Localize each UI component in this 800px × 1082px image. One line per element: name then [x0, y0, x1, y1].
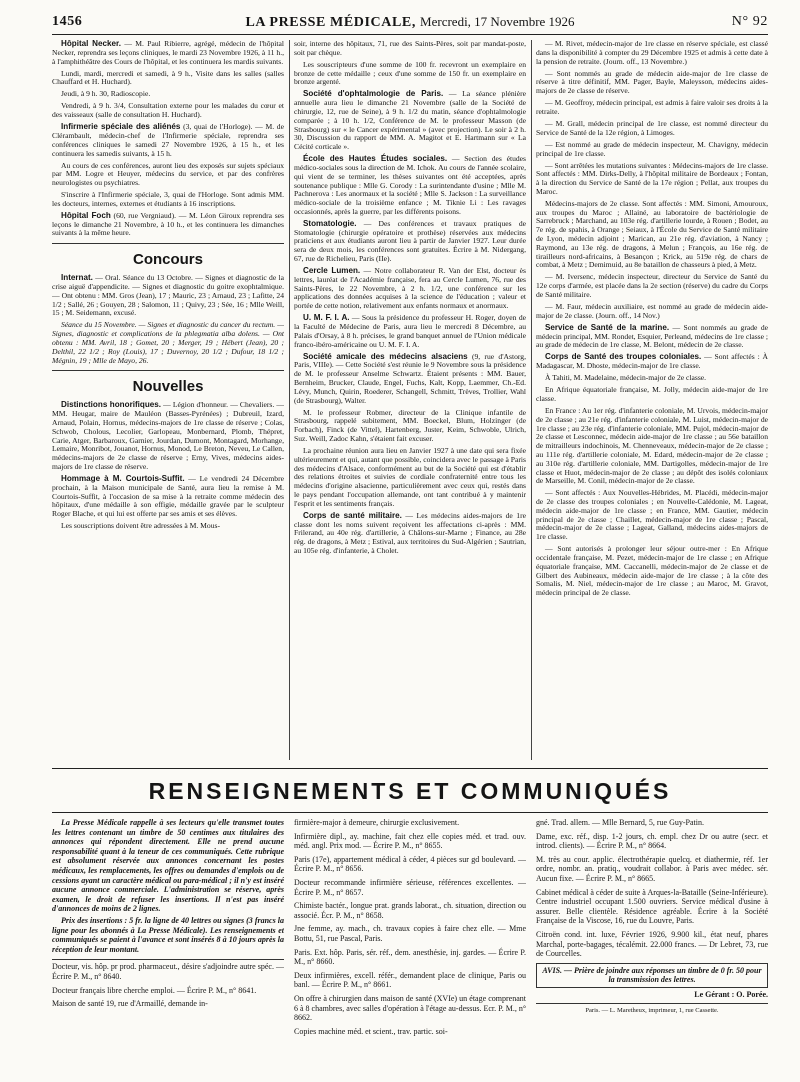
paragraph: — M. Rivet, médecin-major de 1re classe en réserve spéciale, est classé dans la disponibilité à compter du 29 Décembre 1925 et admis à cette date à la pension de retraite. (Journ. off., 13 Novembre.) [536, 40, 768, 66]
paragraph: — Sont arrêtées les mutations suivantes : Médecins-majors de 1re classe. Sont affectés : MM. Dirks-Delly, à l'hôpital militaire de Bordeaux ; Fontan, à la direction du Service de Santé de la 17e région ; Pellat, aux troupes du Maroc. [536, 160, 768, 196]
classified-ad: Docteur recommande infirmière sérieuse, références excellentes. — Écrire P. M., n° 8657. [294, 877, 526, 897]
classifieds-column-3 [536, 818, 768, 1074]
item-text: — Le vendredi 24 Décembre prochain, à la Maison municipale de Santé, aura lieu la remise à M. Courtois-Suffit, à l'occasion de sa mise à la retraite comme médecin des hôpitaux, d'une médaille à son effigie, médaille gravée par le sculpteur Roger Blache, et qui lui est offerte par ses amis et ses élèves. [52, 473, 284, 519]
item-umfia [294, 314, 526, 349]
paragraph: Séance du 15 Novembre. — Signes et diagnostic du cancer du rectum. — Signes, diagnostic et complications de la phlegmatia alba dolens. — Ont obtenu : MM. Avril, 18 ; Gomet, 20 ; Merger, 19 ; Hébert (Jean), 20 ; Delthil, 22 1/2 ; Roy (Louis), 17 ; Duvernoy, 20 1/2 ; Dufour, 18 1/2 ; Mégnin, 19 ; Mlle de Mayo, 26. [52, 320, 284, 365]
item-text: — Sont nommés au grade de médecin principal, MM. Rondet, Esquier, Perleand, médecins de 1re classe ; au grade de médecin de 1re classe, M. Belont, médecin de 2e classe. [536, 322, 768, 350]
item-heading: Internat. [61, 273, 93, 283]
item-hopital-foch [52, 212, 284, 238]
column-3 [536, 40, 768, 760]
news-columns [52, 40, 768, 760]
item-medecins-alsaciens [294, 353, 526, 406]
classified-ad: Docteur français libre cherche emploi. — Écrire P. M., n° 8641. [52, 985, 257, 995]
paragraph: À Tahiti, M. Madelaine, médecin-major de 2e classe. [545, 373, 707, 383]
paragraph: La prochaine réunion aura lieu en Janvier 1927 à une date qui sera fixée ultérieurement et qui, autant que possible, coincidera avec le passage à Paris des médecins d'Alsace, conformément au but de la Société qui est d'établir des relations étroites et suivies de cordiale confraternité entre tous les médecins d'origine alsacienne, particulièrement avec ceux qui, restés dans le pays pendant l'occupation allemande, ont tant contribué à y maintenir l'esprit et les sentiments français. [294, 445, 526, 508]
item-infirmerie [52, 123, 284, 158]
paragraph: Les souscripteurs d'une somme de 100 fr. recevront un exemplaire en bronze de cette médaille ; ceux d'une somme de 150 fr. un exemplaire en bronze argenté. [294, 59, 526, 87]
item-stomatologie [294, 220, 526, 264]
issue-date: Mercredi, 17 Novembre 1926 [420, 14, 575, 29]
item-text: (60, rue Vergniaud). — M. Léon Giroux reprendra ses leçons le dimanche 21 Novembre, à 10 h., et les continuera les dimanches suivants à la même heure. [52, 210, 284, 238]
item-text: — La séance plénière annuelle aura lieu le dimanche 21 Novembre (salle de la Société de chirurgie, 12, rue de Seine), à 9 h. 1/2 du matin, séance d'ophtalmologie comparée ; à 10 h. 1/2, Conférence de M. le professeur Masson (de Strasbourg) sur « le Cancer expérimental » (avec projection). Le soir à 2 h. 30, Discussion du rapport de MM. A. Magitot et E. Hartmann sur « La Cécité corticale ». [294, 89, 526, 152]
paragraph: soir, interne des hôpitaux, 71, rue des Saints-Pères, soit par mandat-poste, soit par chèque. [294, 40, 526, 57]
item-text: — Des conférences et travaux pratiques de Stomatologie (chirurgie opératoire et prothèse) réservées aux médecins praticiens et aux étudiants auront lieu à partir de Janvier 1927. Leur durée sera de deux mois, les conférences sont gratuites. Écrire à M. Nidergang, 67, rue de Richelieu, Paris (IIe). [294, 218, 526, 264]
item-hopital-necker [52, 40, 284, 66]
paragraph: Jeudi, à 9 h. 30, Radioscopie. [61, 89, 151, 99]
item-heading: Stomatologie. [303, 218, 357, 228]
journal-title-line [52, 14, 768, 31]
column-2 [294, 40, 526, 760]
item-troupes-coloniales [536, 353, 768, 371]
column-1 [52, 40, 284, 760]
section-title-nouvelles: Nouvelles [132, 378, 204, 396]
notice-paragraph: La Presse Médicale rappelle à ses lecteurs qu'elle transmet toutes les lettres contenant un timbre de 50 centimes aux titulaires des annonces qui répondent directement. Elle ne prend aucune responsabilité quant à la teneur de ces communiqués. Cette rubrique est absolument réservée aux annonces concernant les postes médicaux, les remplacements, les offres ou demandes d'emplois ou de cessions ayant un caractère médical ou para-médical ; il n'y est inséré aucune annonce commerciale. L'administration se réserve, après examen, le droit de refuser les insertions. Il n'est pas inséré d'annonces de moins de 2 lignes. [52, 818, 284, 914]
classified-ad: M. très au cour. applic. électrothérapie quelcq. et diathermie, réf. 1er ordre, nombr. an. pratiq., voudrait collabor. à Paris avec médec. sér. Aucun fixe. — Écrire P. M., n° 8665. [536, 854, 768, 883]
classified-ad: Maison de santé 19, rue d'Armaillé, demande in- [52, 999, 208, 1009]
item-heading: Infirmerie spéciale des aliénés [61, 122, 181, 132]
paragraph: Médecins-majors de 2e classe. Sont affectés : MM. Simoni, Amouroux, aux troupes du Maroc ; Allainé, au laboratoire de bactériologie de Sarrebruck ; Marchand, au 103e rég. d'artillerie lourde, à Rouen ; Bodet, au 7e rég. de spahis, à Orange ; Seiaux, à l'École du Service de Santé militaire de Lyon, médecin adjoint ; Marican, au 21e rég. d'aviation, à Nancy ; Raymond, au 13e rég. de dragons, à Melun ; François, au 16e rég. de tirailleurs nord-africains, à Besançon ; Krick, au 519e rég. de chars de combat, à Metz ; Demimuid, au 8e bataillon de chasseurs à pied, à Metz. [536, 198, 768, 270]
paragraph: — Sont autorisés à prolonger leur séjour outre-mer : En Afrique occidentale française, M. Pezet, médecin-major de 1re classe ; en Afrique équatoriale française, MM. Caccanelli, médecin-major de 2e classe et de Gilbert des Aubineaux, médecin aide-major de 1re classe ; à la côte des Somalis, M. Niel, médecin-major de 1re classe ; au Maroc, M. Gravot, médecin principal de 2e classe. [536, 544, 768, 598]
paragraph: — M. Grall, médecin principal de 1re classe, est nommé directeur du Service de Santé de la 12e région, à Limoges. [536, 118, 768, 137]
column-divider [531, 40, 532, 760]
paragraph: — Sont nommés au grade de médecin aide-major de 1re classe de réserve à titre définitif, MM. Pager, Bayle, Maleysson, médecins aides-majors de 2e classe de réserve. [536, 68, 768, 96]
banner-rule-top [52, 768, 768, 769]
editorial-notice [52, 818, 284, 954]
item-text: — Légion d'honneur. — Chevaliers. — MM. Heugar, maire de Mauléon (Basses-Pyrénées) ; Dubreuil, Izard, Arnaud, Polain, Hornus, médecins-majors de 1re classe de réserve ; Colas, Schwob, Cholous, Lecolier, Garlopeau, Monbernard, Plomb, Thépret, Carie, Atger, Barbaroux, Garnier, Jourdan, Dumont, Montagard, Morhange, Lemaire, Monribot, Jouanot, Hornus, Monod, Le Breton, Neveu, Le Callen, médecins-majors de 2e classe de réserve ; Erny, Vives, médecins aides-majors de 1re classe de réserve. [52, 400, 284, 471]
avis-box: AVIS. — Prière de joindre aux réponses un timbre de 0 fr. 50 pour la transmission des lettres. [536, 963, 768, 988]
classified-ad: Docteur, vis. hôp. pr prod. pharmaceut., désire s'adjoindre autre spéc. — Écrire P. M., n° 8640. [52, 962, 284, 981]
gerant-line: Le Gérant : O. Porée. [694, 989, 768, 999]
notice-paragraph: Prix des insertions : 5 fr. la ligne de 40 lettres ou signes (3 francs la ligne pour les abonnés à La Presse Médicale). Les renseignements et communiqués se paient à l'avance et sont insérés 8 à 10 jours après la réception de leur montant. [52, 915, 284, 954]
item-hommage [52, 475, 284, 519]
item-text: — Section des études médico-sociales sous la direction de M. Ichok. Au cours de l'année scolaire, qui vient de se terminer, les thèses suivantes ont été acceptées, après soutenance publique : Mlle G. Corody : La surintendante d'usine ; Mlle M. Pachnerova : Les anormaux et la société ; Mlle S. Jackson : La surveillance médico-sociale de la troisième enfance ; M. Tiknie Li : Les ravages occasionnés, après la guerre, par les différents poisons. [294, 154, 526, 216]
paragraph: — M. Iversenc, médecin inspecteur, directeur du Service de Santé du 12e corps d'armée, est placée dans la 2e section (réserve) du cadre du Corps de Santé militaire. [536, 272, 768, 300]
item-text: — Sont affectés : À Madagascar, M. Dhoste, médecin-major de 1re classe. [536, 352, 768, 371]
journal-title: LA PRESSE MÉDICALE, [245, 15, 416, 30]
column-divider [289, 40, 290, 760]
printer-line: Paris. — L. Maretheux, imprimeur, 1, rue Cassette. [536, 1003, 768, 1016]
classified-ad: firmière-major à demeure, chirurgie exclusivement. [294, 818, 460, 827]
paragraph: Lundi, mardi, mercredi et samedi, à 9 h., Visite dans les salles (salles Chauffard et H. Huchard). [52, 68, 284, 87]
section-rule [52, 243, 284, 244]
paragraph: Vendredi, à 9 h. 3/4, Consultation externe pour les malades du cœur et des vaisseaux (salle de consultation H. Huchard). [52, 101, 284, 120]
item-heading: Distinctions honorifiques. [61, 400, 162, 410]
classifieds-column-1 [52, 818, 284, 1074]
page-header [52, 14, 768, 30]
classified-ad: On offre à chirurgien dans maison de santé (XVIe) un étage comprenant 6 à 8 chambres, avec salles d'opération à l'étage au-dessus. Ecr. P. M., n° 8662. [294, 993, 526, 1023]
item-distinctions [52, 401, 284, 471]
classifieds-column-2 [294, 818, 526, 1074]
paragraph: — Est nommé au grade de médecin inspecteur, M. Chavigny, médecin principal de 1re classe. [536, 139, 768, 158]
paragraph: — M. Faur, médecin auxiliaire, est nommé au grade de médecin aide-major de 2e classe. (Journ. off., 14 Nov.) [536, 302, 768, 320]
item-heading: Hôpital Foch [61, 210, 111, 220]
item-heading: Société d'ophtalmologie de Paris. [303, 89, 444, 99]
item-heading: U. M. F. I. A. [303, 313, 350, 323]
item-ophtalmologie [294, 90, 526, 152]
paragraph: S'inscrire à l'Infirmerie spéciale, 3, quai de l'Horloge. Sont admis MM. les docteurs, internes, externes et étudiants à 16 inscriptions. [52, 190, 284, 208]
item-internat [52, 274, 284, 318]
classified-ad: Jne femme, ay. mach., ch. travaux copies à faire chez elle. — Mme Bottu, 51, rue Pascal, Paris. [294, 924, 526, 943]
page-number: 1456 [52, 14, 83, 29]
item-text: (9, rue d'Astorg, Paris, VIIIe). — Cette Société s'est réunie le 9 Novembre sous la présidence de M. le professeur Anselme Schwartz. Étaient présents : MM. Bauer, Bernheim, Brucker, Claude, Engel, Fuchs, Kalt, Kopp, Laemmer, Ch.-Ed. Lévy, Munch, Quirin, Roederer, Schangell, Schmitt, Trèves, Trollier, Wahl (de Strasbourg), Walter. [294, 351, 526, 405]
item-text: — Les médecins aides-majors de 1re classe dont les noms suivent reçoivent les affectations ci-après : MM. Frilerand, au 40e rég. d'artillerie, à Châlons-sur-Marne ; Finance, au 28e rég. de dragons, à Metz ; Estival, aux territoires du Sud-Algérien ; Sautrian, au 105e rég. d'infanterie, à Cholet. [294, 510, 526, 555]
classified-ad: Dame, exc. réf., disp. 1-2 jours, ch. empl. chez Dr ou autre (secr. et introd. clients). — Écrire P. M., n° 8664. [536, 831, 768, 851]
notice-rule [52, 959, 284, 960]
item-heading: Service de Santé de la marine. [545, 322, 670, 332]
item-sante-militaire [294, 512, 526, 556]
classified-ad: gné. Trad. allem. — Mlle Bernard, 5, rue Guy-Patin. [536, 818, 704, 827]
item-heading: Société amicale des médecins alsaciens [303, 351, 468, 361]
item-heading: Hommage à M. Courtois-Suffit. [61, 473, 185, 483]
item-heading: École des Hautes Études sociales. [303, 154, 448, 164]
header-rule [52, 34, 768, 35]
paragraph: — M. Geoffroy, médecin principal, est admis à faire valoir ses droits à la retraite. [536, 98, 768, 116]
section-rule [52, 370, 284, 371]
item-sante-marine [536, 324, 768, 350]
paragraph: Les souscriptions doivent être adressées à M. Mous- [61, 521, 221, 531]
issue-number: N° 92 [731, 14, 768, 29]
item-heading: Corps de santé militaire. [303, 510, 402, 520]
paragraph: Au cours de ces conférences, auront lieu des exposés sur sujets spéciaux par MM. Logre et Heuyer, médecins du service, et par des confrères neurologistes ou psychiatres. [52, 160, 284, 188]
classifieds [52, 818, 768, 1074]
classified-ad: Infirmière dipl., ay. machine, fait chez elle copies méd. et trad. ouv. méd. angl. Prix mod. — Écrire P. M., n° 8655. [294, 831, 526, 851]
item-hautes-etudes [294, 155, 526, 217]
paragraph: — Sont affectés : Aux Nouvelles-Hébrides, M. Placédi, médecin-major de 2e classe des troupes coloniales ; en Nouvelle-Calédonie, M. Lageat, médecin aide-major de 1re classe ; en France, MM. Gautier, médecin principal de 2e classe ; Chaillet, médecin-major de 1re classe ; Pascal, médecin-major de 2e classe ; Lageat, Galland, médecins aides-majors de 1re classe. [536, 488, 768, 542]
item-heading: Hôpital Necker. [61, 40, 121, 48]
classified-ad: Chimiste bactér., longue prat. grands laborat., ch. situation, direction ou associé. Écr. P. M., n° 8658. [294, 901, 526, 920]
classified-ad: Paris (17e), appartement médical à céder, 4 pièces sur gd boulevard. — Écrire P. M., n° 8656. [294, 854, 526, 874]
item-cercle-lumen [294, 267, 526, 311]
banner-rule-bottom [52, 812, 768, 813]
item-heading: Cercle Lumen. [303, 266, 361, 276]
classified-ad: Cabinet médical à céder de suite à Arques-la-Bataille (Seine-Inférieure). Centre industriel occupant 1.500 ouvriers. Service médical d'usine à assurer. Belle clientèle. Résidence agréable. Écrire à la Société Française de la Viscose, 16, rue du Louvre, Paris. [536, 887, 768, 926]
paragraph: En France : Au 1er rég. d'infanterie coloniale, M. Urvois, médecin-major de 2e classe ; au 21e rég. d'infanterie coloniale, M. Luist, médecin-major de 1re classe ; au 23e rég. d'infanterie coloniale, MM. Pujol, médecin-major de 2e classe et Lesconnec, médecin aide-major de 1re classe ; au 56e bataillon de mitrailleurs indochinois, M. Chenneveaux, médecin-major de 2e classe ; au 111e rég. d'artillerie coloniale, M. Edard, médecin-major de 2e classe ; au 310e rég. d'artillerie coloniale, MM. Dartigolles, médecin-major de 1re classe et Huot, médecin-major de 2e classe ; au dépôt des isolés coloniaux de Marseille, M. Conil, médecin-major de 2e classe. [536, 405, 768, 486]
paragraph: M. le professeur Robmer, directeur de la Clinique infantile de Strasbourg, rappelé subitement, MM. Boeckel, Blum, Holzinger (de Forbach), Finck (de Vittel), Hartenberg, Juster, Keim, Schwoble, Ulrich, Suz. Weill, Zadoc Kahn, s'étaient fait excuser. [294, 407, 526, 443]
item-text: (3, quai de l'Horloge). — M. de Clérambault, médecin-chef de l'Infirmerie spéciale, reprendra ses conférences cliniques le samedi 27 Novembre 1926, à 15 h., et les continuera les samedis suivants, à 15 h. [52, 122, 284, 158]
section-banner: RENSEIGNEMENTS ET COMMUNIQUÉS [148, 778, 672, 804]
item-heading: Corps de Santé des troupes coloniales. [545, 352, 702, 362]
item-text: — Oral. Séance du 13 Octobre. — Signes et diagnostic de la crise aiguë d'appendicite. — Signes et diagnostic du goitre exophtalmique. — Ont obtenu : MM. Gros (Jean), 17 ; Mauric, 23 ; Arnaud, 23 ; Lafitte, 24 1/2 ; Sallé, 26 ; Gouyen, 28 ; Salomon, 11 ; Quivy, 23 ; Sée, 16 ; Mlle Weill, 15 ; M. Seidemann, excusé. [52, 273, 284, 318]
classified-ad: Citroën cond. int. luxe, Février 1926, 9.900 kil., état neuf, phares Marchal, porte-bagages, técalémit. 22.000 francs. — Dr Lebret, 73, rue de Courcelles. [536, 929, 768, 959]
item-text: — Sous la présidence du professeur H. Roger, doyen de la Faculté de Médecine de Paris, aura lieu le mercredi 8 Décembre, au Palais d'Orsay, à 8 h. précises, le grand banquet annuel de l'Union médicale franco-ibéro-américaine ou U. M. F. I. A. [294, 313, 526, 349]
paragraph: En Afrique équatoriale française, M. Jolly, médecin aide-major de 1re classe. [536, 385, 768, 403]
classified-ad: Copies machine méd. et scient., trav. partic. soi- [294, 1026, 448, 1036]
classified-ad: Paris. Ext. hôp. Paris, sér. réf., dem. anesthésie, inj. gardes. — Écrire P. M., n° 8660. [294, 947, 526, 967]
classified-ad: Deux infirmières, excell. référ., demandent place de clinique, Paris ou banl. — Écrire P. M., n° 8661. [294, 970, 526, 990]
item-text: — Notre collaborateur R. Van der Elst, docteur ès lettres, lauréat de l'Académie française, fera au Cercle Lumen, 76, rue des Saints-Pères, le 22 Novembre, à 2 h. 1/2, une conférence sur les applications des données acquises à la science de l'éducation ; valeur et portée de cette notion, relativement aux enfants normaux et anormaux. [294, 266, 526, 311]
item-text: — M. Paul Ribierre, agrégé, médecin de l'hôpital Necker, reprendra ses leçons cliniques, le mardi 23 Novembre 1926, à 11 h., à l'amphithéâtre des Cours de l'hôpital, et les continuera les mardis suivants. [52, 40, 284, 66]
section-title-concours: Concours [132, 251, 203, 269]
